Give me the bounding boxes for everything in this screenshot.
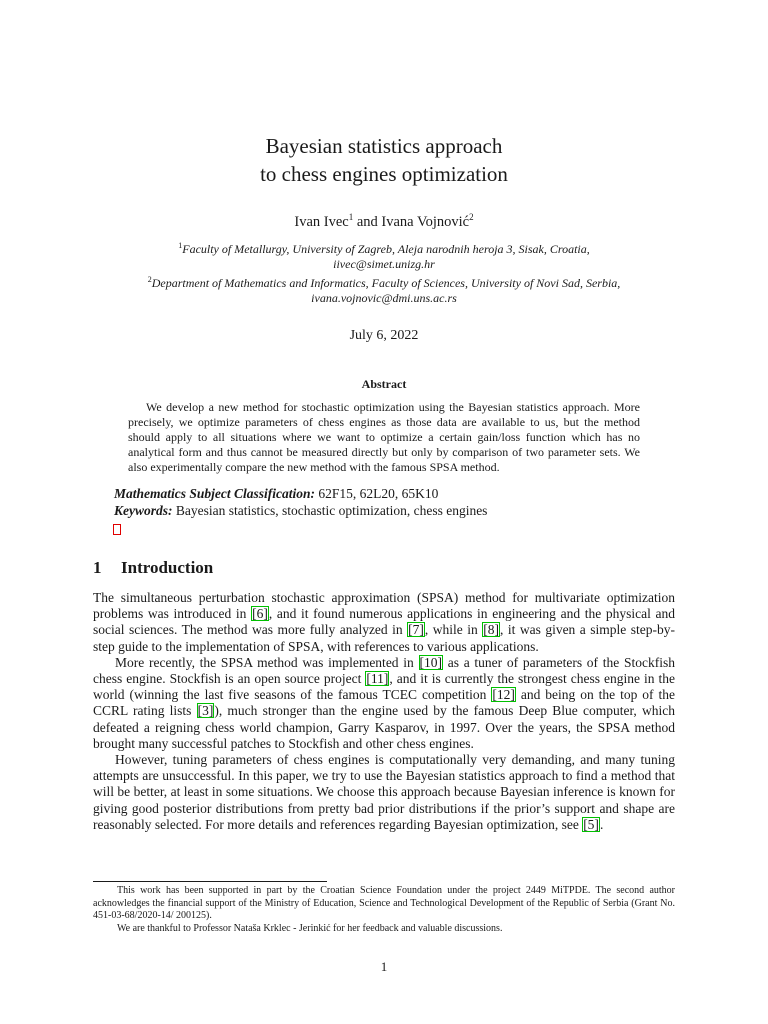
- affiliation-1-email: iivec@simet.unizg.hr: [333, 257, 435, 271]
- affiliation-1-text: Faculty of Metallurgy, University of Zagreb, Aleja narodnih heroja 3, Sisak, Croatia,: [182, 242, 590, 256]
- affiliation-1-mark: 1: [178, 241, 183, 250]
- section-heading: [93, 558, 213, 578]
- affiliation-2: [0, 272, 768, 291]
- citation-link[interactable]: [10]: [419, 654, 443, 670]
- text-run: More recently, the SPSA method was implemented in: [115, 654, 419, 670]
- author-2-affil-mark: 2: [469, 212, 474, 222]
- citation-link[interactable]: [3]: [197, 703, 214, 719]
- author-2-name: Ivana Vojnović: [381, 213, 470, 230]
- text-run: as a tuner of parameters of the Stockfish chess engine. Stockfish is an open source project: [93, 654, 675, 687]
- paragraph-3: [93, 752, 675, 833]
- text-run: and being on the top of the CCRL rating lists: [93, 687, 675, 719]
- citation-link[interactable]: [5]: [583, 816, 599, 832]
- paper-date: July 6, 2022: [349, 328, 419, 343]
- section-title: Introduction: [121, 558, 214, 577]
- author-list: [0, 207, 768, 232]
- abstract-text: We develop a new method for stochastic optimization using the Bayesian statistics approach. More precisely, we optimize parameters of chess engines as those data are available to us, but the method should apply to all situations where we want to optimize a certain gain/loss function which has no analytical form and thus cannot be measured directly but only by comparison of two parameter sets. We also experimentally compare the new method with the famous SPSA method.: [128, 400, 640, 474]
- paragraph-2: [93, 655, 675, 752]
- author-connector: and: [353, 213, 382, 230]
- author-1-name: Ivan Ivec: [294, 213, 349, 230]
- msc-classification: [114, 485, 674, 502]
- keywords-value: Bayesian statistics, stochastic optimization, chess engines: [172, 503, 488, 518]
- text-run: However, tuning parameters of chess engines is computationally very demanding, and many tuning attempts are unsuccessful. In this paper, we try to use the Bayesian statistics approach to find a method that will be better, at least in some situations. We choose this approach because Bayesian inference is known for giving good posterior distributions from pretty bad prior distributions if the prior’s support and shape are reasonably selected. For more details and references regarding Bayesian optimization, see: [93, 752, 675, 832]
- msc-label: Mathematics Subject Classification:: [114, 486, 316, 501]
- citation-link[interactable]: [12]: [492, 687, 515, 703]
- text-run: , it was given a simple step-by-step guide to the implementation of SPSA, with references to various applications.: [93, 622, 675, 654]
- abstract-heading: Abstract: [361, 377, 407, 391]
- text-run: , and it is currently the strongest chess engine in the world (winning the last five seasons of the famous TCEC competition: [93, 671, 676, 703]
- section-body: [93, 590, 675, 833]
- affiliation-2-mark: 2: [147, 275, 152, 284]
- footnote-rule: [93, 881, 327, 882]
- author-1-affil-mark: 1: [348, 212, 354, 222]
- msc-value: 62F15, 62L20, 65K10: [315, 486, 439, 501]
- footnote-link-box[interactable]: [113, 524, 121, 535]
- affiliation-2-email: ivana.vojnovic@dmi.uns.ac.rs: [311, 291, 457, 305]
- paragraph-1: [93, 590, 675, 655]
- paper-title: [0, 132, 768, 188]
- keywords: [114, 502, 674, 519]
- section-number: 1: [93, 558, 102, 577]
- footnotes: [93, 885, 675, 935]
- text-run: ), much stronger than the engine used by the famous Deep Blue computer, which defeated a reigning chess world champion, Garry Kasparov, in 1997. Over the years, the SPSA method brought many successful patches to Stockfish and other chess engines.: [93, 703, 675, 751]
- affiliation-1: [0, 238, 768, 257]
- citation-link[interactable]: [7]: [408, 622, 424, 638]
- citation-link[interactable]: [8]: [483, 622, 499, 638]
- title-line-1: Bayesian statistics approach: [265, 134, 503, 158]
- text-run: , while in: [424, 622, 483, 638]
- affiliation-2-text: Department of Mathematics and Informatics, Faculty of Sciences, University of Novi Sad, Serbia,: [151, 276, 621, 290]
- footnote-acknowledgement: We are thankful to Professor Nataša Krklec - Jerinkić for her feedback and valuable discussions.: [117, 922, 503, 934]
- affiliations: [0, 238, 768, 306]
- text-run: The simultaneous perturbation stochastic approximation (SPSA) method for multivariate optimization problems was introduced in: [93, 590, 675, 622]
- page-number: 1: [380, 959, 388, 974]
- title-line-2: to chess engines optimization: [260, 162, 508, 186]
- text-run: , and it found numerous applications in engineering and the physical and social sciences. The method was more fully analyzed in: [93, 606, 675, 638]
- citation-link[interactable]: [11]: [366, 671, 389, 687]
- citation-link[interactable]: [6]: [252, 606, 268, 622]
- text-run: .: [599, 816, 604, 832]
- keywords-label: Keywords:: [114, 503, 173, 518]
- footnote-funding: This work has been supported in part by the Croatian Science Foundation under the project 2449 MiTPDE. The second author acknowledges the financial support of the Ministry of Education, Science and Technological Development of the Republic of Serbia (Grant No. 451-03-68/2020-14/ 200125).: [93, 885, 675, 921]
